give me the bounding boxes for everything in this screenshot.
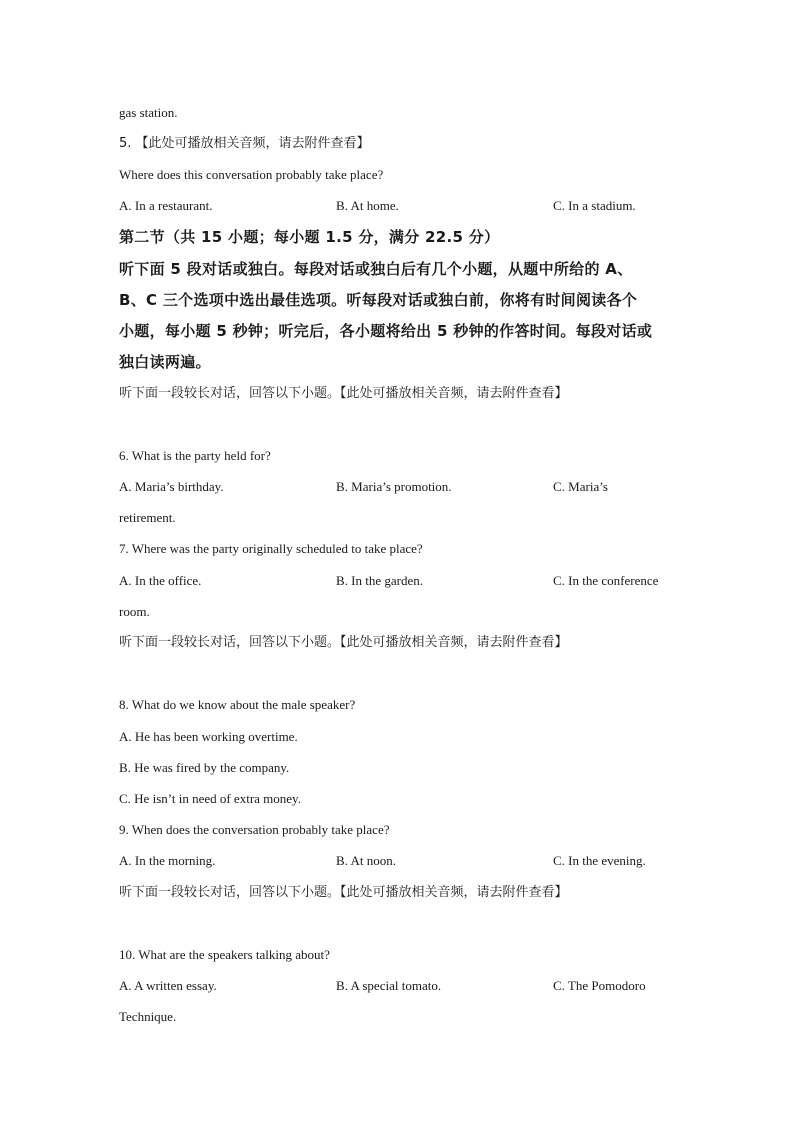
q6-option-c-wrap: retirement. [119,510,176,525]
q8-question: 8. What do we know about the male speaker? [119,697,356,712]
q9-option-b: B. At noon. [336,853,396,868]
q5-audio-note: 5. 【此处可播放相关音频，请去附件查看】 [119,136,370,151]
section2-instruction-line: 听下面 5 段对话或独白。每段对话或独白后有几个小题，从题中所给的 A、 [119,260,633,278]
listen-note: 听下面一段较长对话，回答以下小题。【此处可播放相关音频，请去附件查看】 [119,635,568,650]
q6-option-c: C. Maria’s [553,479,608,494]
section2-instruction-line: B、C 三个选项中选出最佳选项。听每段对话或独白前，你将有时间阅读各个 [119,291,638,309]
q8-option-a: A. He has been working overtime. [119,729,298,744]
q7-option-c: C. In the conference [553,573,659,588]
q7-option-c-wrap: room. [119,604,150,619]
q7-option-a: A. In the office. [119,573,202,588]
q9-question: 9. When does the conversation probably take place? [119,822,390,837]
section2-instruction-line: 小题，每小题 5 秒钟；听完后，各小题将给出 5 秒钟的作答时间。每段对话或 [119,322,653,340]
q6-question: 6. What is the party held for? [119,448,271,463]
listen-note: 听下面一段较长对话，回答以下小题。【此处可播放相关音频，请去附件查看】 [119,386,568,401]
q5-option-c: C. In a stadium. [553,198,636,213]
q10-question: 10. What are the speakers talking about? [119,947,330,962]
q7-question: 7. Where was the party originally scheduled to take place? [119,541,423,556]
q8-option-b: B. He was fired by the company. [119,760,290,775]
q5-option-a: A. In a restaurant. [119,198,213,213]
q6-option-a: A. Maria’s birthday. [119,479,224,494]
section2-heading: 第二节（共 15 小题；每小题 1.5 分，满分 22.5 分） [119,228,500,246]
section2-instruction-line: 独白读两遍。 [119,353,211,371]
q9-option-a: A. In the morning. [119,853,216,868]
q10-option-c-wrap: Technique. [119,1009,177,1024]
q9-option-c: C. In the evening. [553,853,646,868]
q10-option-c: C. The Pomodoro [553,978,646,993]
q6-option-b: B. Maria’s promotion. [336,479,452,494]
q10-option-b: B. A special tomato. [336,978,442,993]
q4-continuation: gas station. [119,105,178,120]
listen-note: 听下面一段较长对话，回答以下小题。【此处可播放相关音频，请去附件查看】 [119,885,568,900]
q5-question: Where does this conversation probably take place? [119,167,384,182]
q10-option-a: A. A written essay. [119,978,217,993]
q8-option-c: C. He isn’t in need of extra money. [119,791,301,806]
q5-option-b: B. At home. [336,198,399,213]
q7-option-b: B. In the garden. [336,573,424,588]
